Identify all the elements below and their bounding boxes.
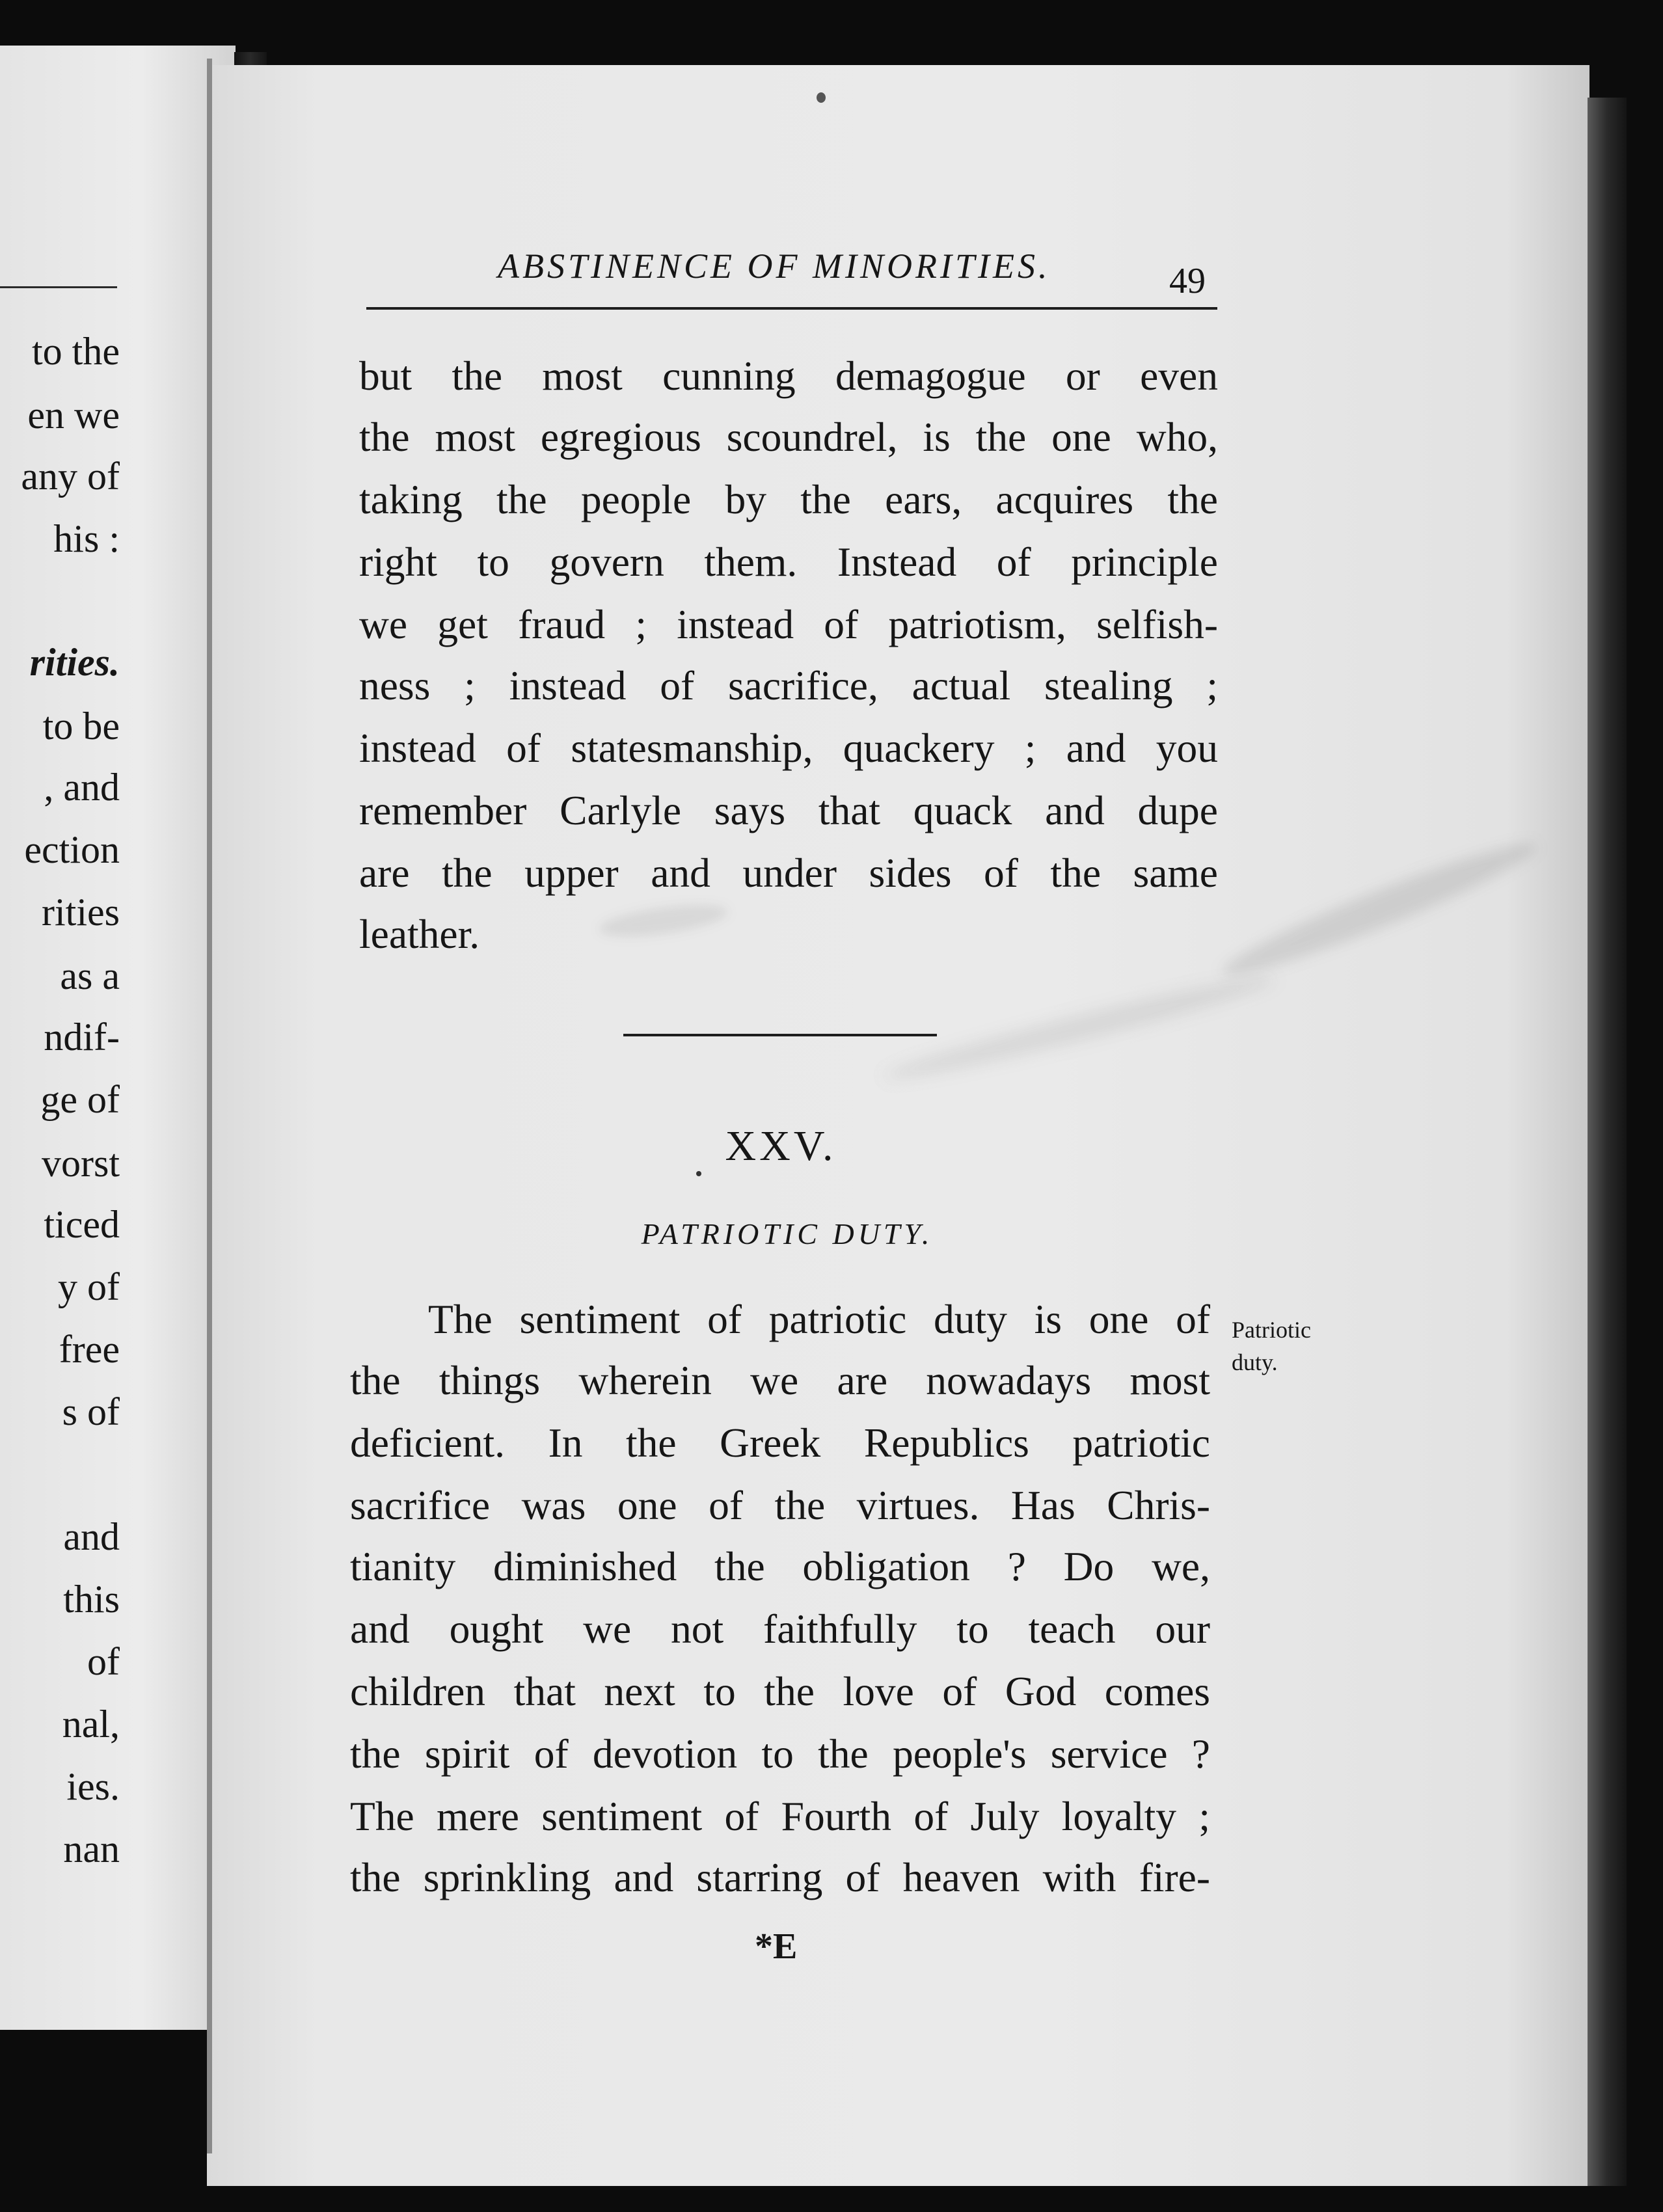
- facing-line: vorst: [42, 1142, 120, 1185]
- text-line: are the upper and under sides of the same: [359, 850, 1218, 896]
- text-line: and ought we not faithfully to teach our: [350, 1606, 1210, 1652]
- facing-line: rities.: [29, 641, 120, 684]
- facing-line: free: [59, 1328, 120, 1371]
- text-line: the spirit of devotion to the people's service ?: [350, 1731, 1210, 1777]
- facing-line: nal,: [62, 1703, 120, 1746]
- facing-line: ection: [24, 828, 120, 871]
- facing-line: this: [63, 1578, 120, 1621]
- section-divider: [623, 1034, 937, 1036]
- facing-line: any of: [21, 455, 120, 498]
- text-line: sacrifice was one of the virtues. Has Chris-: [350, 1482, 1210, 1528]
- text-line: taking the people by the ears, acquires the: [359, 476, 1218, 522]
- text-line: children that next to the love of God comes: [350, 1668, 1210, 1714]
- facing-page: [0, 46, 236, 2030]
- header-rule: [366, 307, 1217, 310]
- ink-speck: [696, 1171, 701, 1176]
- facing-line: rities: [42, 891, 120, 934]
- facing-line: to the: [32, 330, 120, 373]
- text-line: right to govern them. Instead of principle: [359, 539, 1218, 585]
- facing-line: en we: [27, 394, 120, 437]
- text-line: the things wherein we are nowadays most: [350, 1357, 1210, 1403]
- section-number: XXV.: [725, 1122, 837, 1170]
- running-head: ABSTINENCE OF MINORITIES.: [498, 247, 1051, 286]
- text-line: The mere sentiment of Fourth of July loyalty ;: [350, 1793, 1210, 1839]
- text-line: the sprinkling and starring of heaven with fire-: [350, 1854, 1210, 1900]
- facing-line: of: [87, 1640, 120, 1683]
- facing-line: his :: [53, 517, 120, 560]
- facing-line: y of: [58, 1265, 120, 1308]
- text-line: but the most cunning demagogue or even: [359, 353, 1218, 399]
- facing-line: as a: [60, 954, 120, 997]
- signature-mark: *E: [755, 1926, 798, 1967]
- facing-line: ies.: [66, 1765, 120, 1808]
- margin-note: duty.: [1232, 1349, 1278, 1375]
- text-line: leather.: [359, 911, 480, 957]
- facing-line: ndif-: [44, 1016, 120, 1059]
- facing-line: ticed: [44, 1203, 120, 1246]
- page-edge-right: [1588, 98, 1627, 2186]
- facing-line: s of: [62, 1390, 120, 1433]
- ink-speck: [817, 92, 826, 103]
- text-line: we get fraud ; instead of patriotism, selfish-: [359, 601, 1218, 647]
- text-line: The sentiment of patriotic duty is one of: [428, 1296, 1210, 1342]
- facing-page-rule: [0, 286, 117, 288]
- facing-line: and: [63, 1515, 120, 1558]
- text-line: ness ; instead of sacrifice, actual stealing ;: [359, 662, 1218, 708]
- facing-line: nan: [63, 1828, 120, 1870]
- facing-line: to be: [42, 705, 120, 748]
- section-title: PATRIOTIC DUTY.: [641, 1217, 934, 1250]
- page-edge-left: [207, 59, 212, 2153]
- text-line: the most egregious scoundrel, is the one who,: [359, 414, 1218, 460]
- facing-line: ge of: [40, 1078, 120, 1121]
- text-line: deficient. In the Greek Republics patriotic: [350, 1420, 1210, 1466]
- text-line: remember Carlyle says that quack and dupe: [359, 787, 1218, 833]
- text-line: tianity diminished the obligation ? Do we,: [350, 1543, 1210, 1589]
- page-number: 49: [1169, 261, 1206, 301]
- text-line: instead of statesmanship, quackery ; and you: [359, 725, 1218, 771]
- facing-line: , and: [44, 766, 120, 809]
- margin-note: Patriotic: [1232, 1317, 1311, 1343]
